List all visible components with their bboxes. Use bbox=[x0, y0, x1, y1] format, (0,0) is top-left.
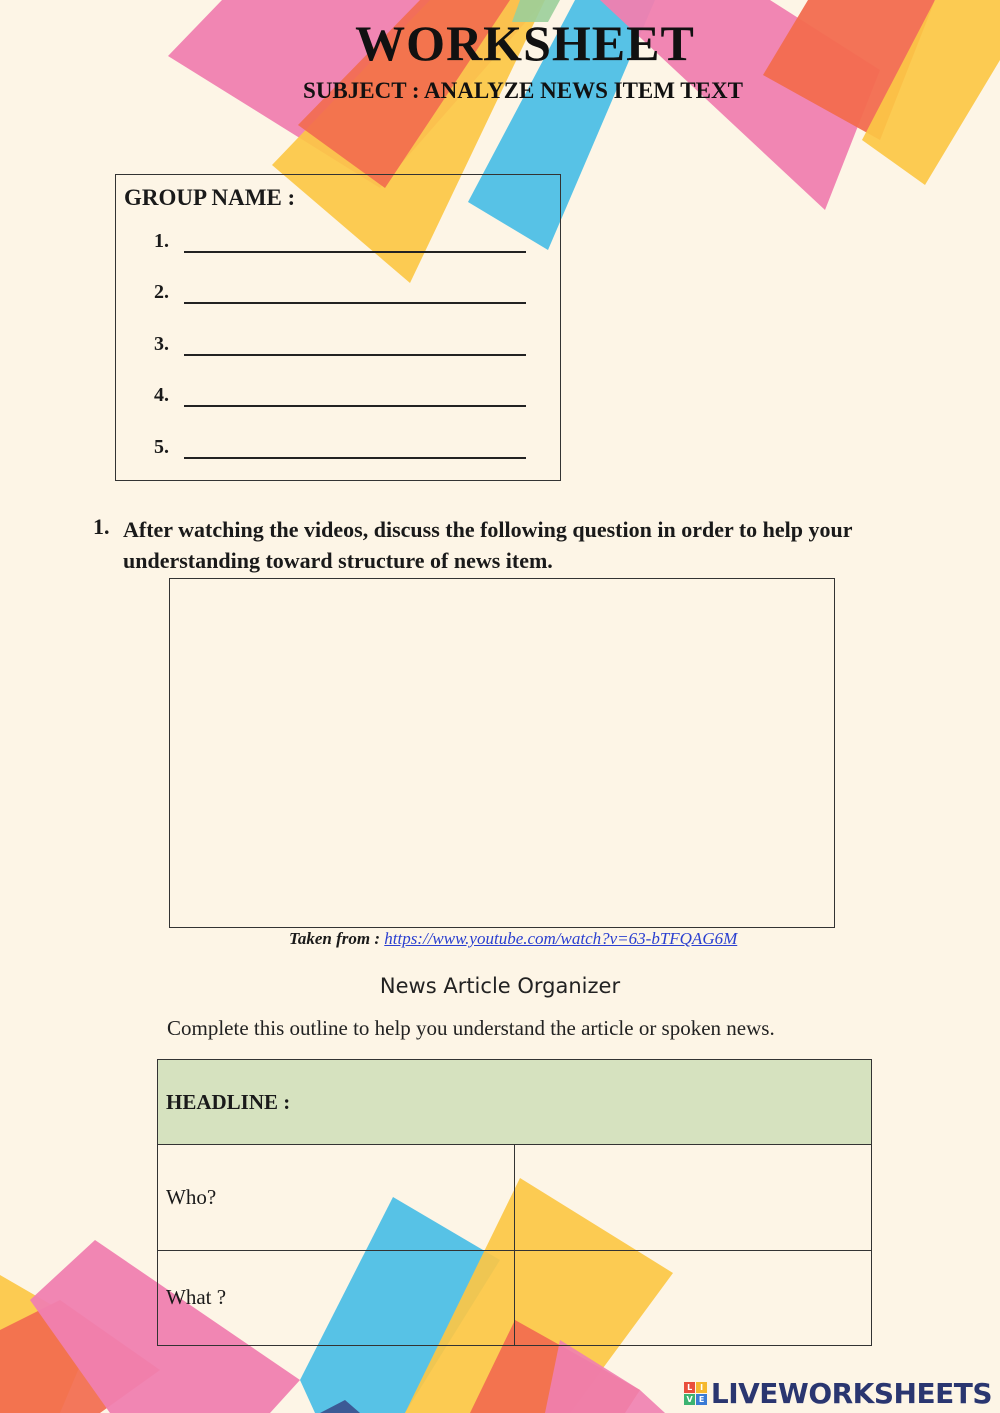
member-name-line[interactable] bbox=[184, 405, 526, 407]
who-label: Who? bbox=[158, 1145, 515, 1250]
what-label: What ? bbox=[158, 1250, 515, 1345]
logo-mark-letter: E bbox=[696, 1394, 707, 1405]
member-number: 2. bbox=[154, 281, 169, 303]
member-name-line[interactable] bbox=[184, 457, 526, 459]
source-link[interactable]: https://www.youtube.com/watch?v=63-bTFQAG6M bbox=[384, 929, 738, 948]
logo-mark-letter: L bbox=[684, 1382, 695, 1393]
liveworksheets-logo bbox=[684, 1376, 992, 1410]
member-name-line[interactable] bbox=[184, 354, 526, 356]
group-name-label: GROUP NAME : bbox=[124, 185, 296, 210]
table-row bbox=[158, 1250, 872, 1345]
question-text: After watching the videos, discuss the following question in order to help your understanding toward structure of news item. bbox=[123, 517, 853, 573]
logo-mark-icon bbox=[684, 1382, 707, 1405]
member-number: 4. bbox=[154, 384, 169, 406]
page-subject: SUBJECT : ANALYZE NEWS ITEM TEXT bbox=[303, 78, 743, 103]
member-row-3[interactable] bbox=[154, 330, 526, 360]
organizer-title: News Article Organizer bbox=[379, 974, 621, 998]
member-number: 3. bbox=[154, 333, 169, 355]
question-number: 1. bbox=[93, 514, 110, 539]
who-answer-cell[interactable] bbox=[515, 1145, 872, 1250]
member-number: 1. bbox=[154, 230, 169, 252]
headline-row bbox=[158, 1060, 872, 1145]
member-row-5[interactable] bbox=[154, 433, 526, 463]
video-source-line bbox=[289, 929, 737, 949]
logo-mark-letter: V bbox=[684, 1394, 695, 1405]
page-title: WORKSHEET bbox=[355, 15, 695, 71]
member-row-2[interactable] bbox=[154, 278, 526, 308]
logo-mark-letter: I bbox=[696, 1382, 707, 1393]
member-name-line[interactable] bbox=[184, 251, 526, 253]
what-answer-cell[interactable] bbox=[515, 1250, 872, 1345]
member-row-1[interactable] bbox=[154, 227, 526, 257]
member-row-4[interactable] bbox=[154, 381, 526, 411]
logo-text: LIVEWORKSHEETS bbox=[710, 1376, 992, 1410]
source-label: Taken from : bbox=[289, 929, 380, 948]
headline-cell[interactable] bbox=[158, 1060, 872, 1145]
news-outline-table bbox=[157, 1059, 872, 1346]
organizer-instruction: Complete this outline to help you understand the article or spoken news. bbox=[167, 1016, 775, 1040]
headline-label: HEADLINE : bbox=[166, 1089, 291, 1114]
member-number: 5. bbox=[154, 436, 169, 458]
video-embed-box[interactable] bbox=[169, 578, 835, 928]
group-name-box bbox=[115, 174, 561, 481]
table-row bbox=[158, 1145, 872, 1250]
member-name-line[interactable] bbox=[184, 302, 526, 304]
